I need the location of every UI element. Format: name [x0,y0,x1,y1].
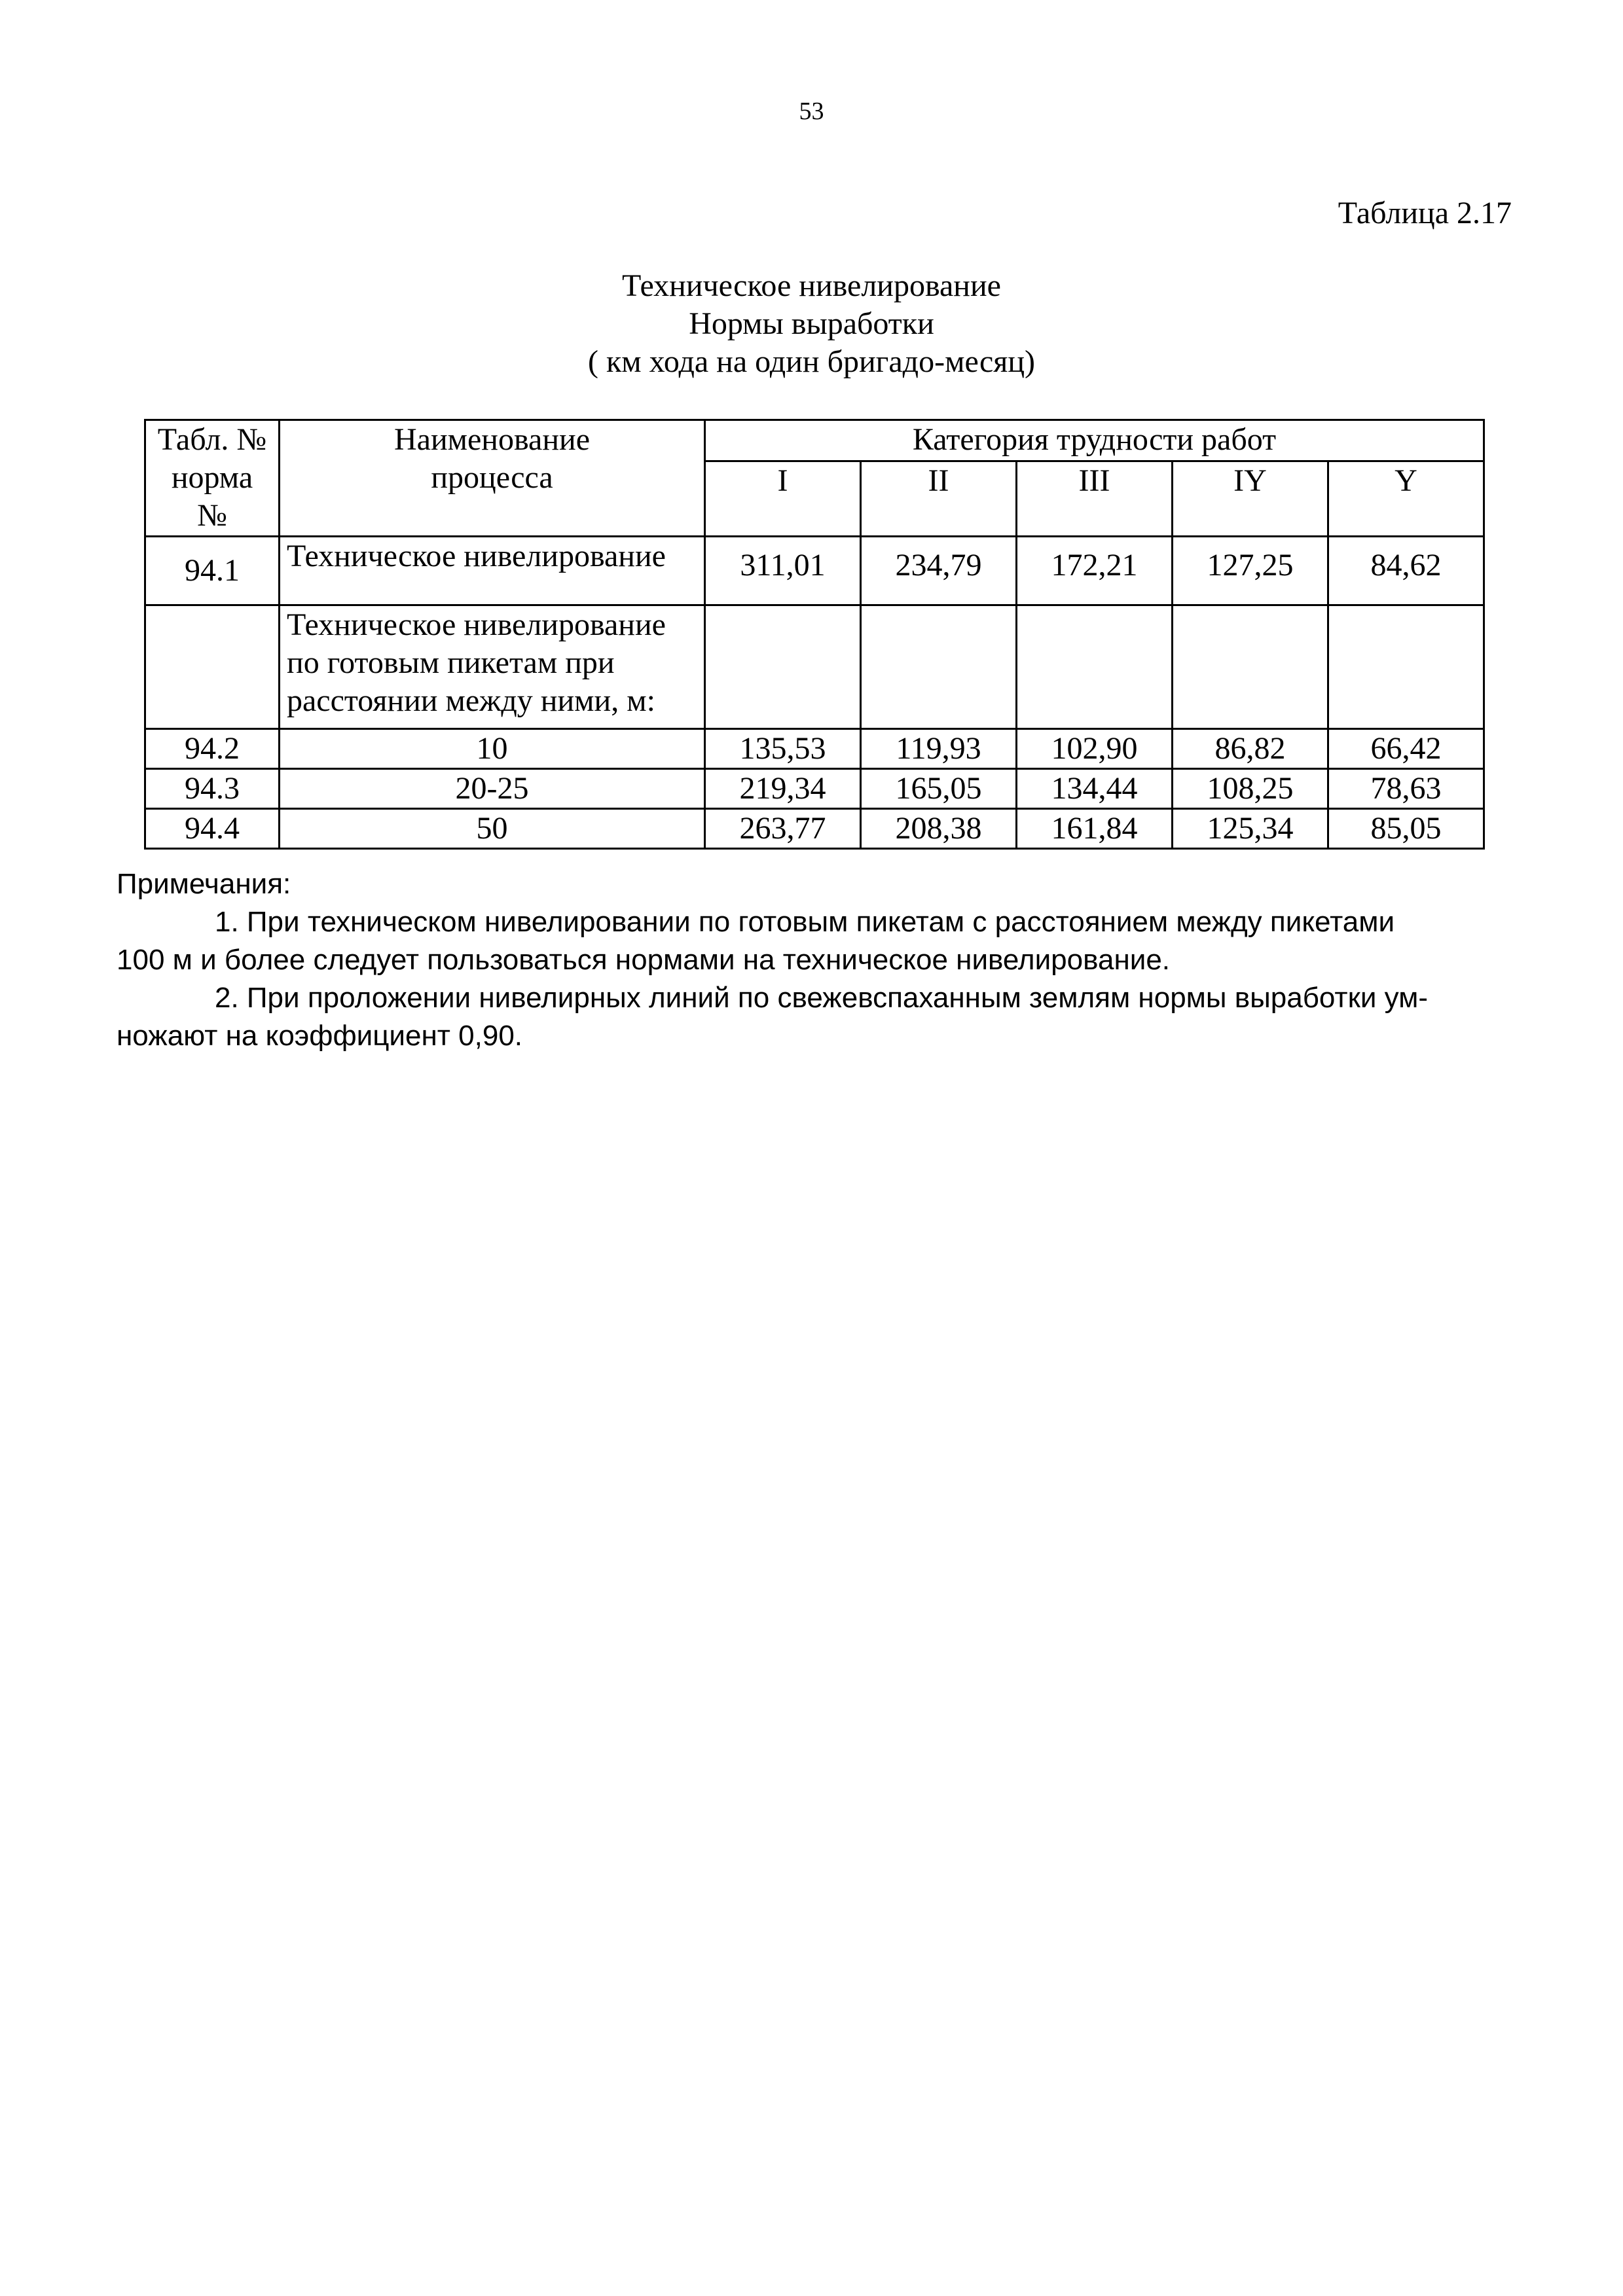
note-2-line-1: 2. При проложении нивелирных линий по свежевспаханным землям нормы выработки ум- [215,982,1429,1014]
header-name-line-2: процесса [431,460,553,495]
header-row [145,420,1484,461]
row-number: 94.1 [145,537,280,605]
title-line-3: ( км хода на один бригадо-месяц) [587,344,1036,379]
table-label: Таблица 2.17 [1338,196,1512,230]
subheading-text [280,605,705,729]
row-value-3: 102,90 [1017,729,1173,769]
row-value-1: 135,53 [705,729,861,769]
row-value-5: 66,42 [1328,729,1484,769]
title-line-1: Техническое нивелирование [622,268,1001,303]
table-row-subheading [145,605,1484,729]
header-category-1: I [705,461,861,537]
header-category-4: IY [1173,461,1328,537]
row-distance: 10 [280,729,705,769]
row-value-5: 85,05 [1328,809,1484,849]
header-process-name [280,420,705,537]
table-row-94-4 [145,809,1484,849]
table-row-94-3 [145,769,1484,809]
subheading-line-2: по готовым пикетам при [287,645,615,680]
row-distance: 20-25 [280,769,705,809]
row-value-5: 84,62 [1328,537,1484,605]
row-value-2: 119,93 [861,729,1017,769]
empty-cell [1328,605,1484,729]
empty-cell [861,605,1017,729]
header-category-5: Y [1328,461,1484,537]
empty-cell [1017,605,1173,729]
row-distance: 50 [280,809,705,849]
row-process-name: Техническое нивелирование [280,537,705,605]
header-norm-number [145,420,280,537]
header-name-line-1: Наименование [393,422,591,457]
row-value-2: 234,79 [861,537,1017,605]
header-num-line-2: норма [171,460,253,495]
page-number: 53 [799,98,824,125]
row-value-4: 125,34 [1173,809,1328,849]
table-row-94-1 [145,537,1484,605]
row-number-empty [145,605,280,729]
row-value-3: 172,21 [1017,537,1173,605]
header-num-line-1: Табл. № [157,422,267,457]
header-category: Категория трудности работ [705,420,1484,461]
row-number: 94.2 [145,729,280,769]
row-number: 94.4 [145,809,280,849]
row-value-5: 78,63 [1328,769,1484,809]
title-line-2: Нормы выработки [689,306,934,341]
norms-table [144,419,1485,850]
notes-heading: Примечания: [117,868,291,900]
header-category-2: II [861,461,1017,537]
subheading-line-1: Техническое нивелирование [287,607,666,642]
header-num-line-3: № [197,498,227,533]
empty-cell [705,605,861,729]
row-value-2: 208,38 [861,809,1017,849]
row-value-4: 127,25 [1173,537,1328,605]
notes-section [117,865,1498,1055]
row-value-1: 263,77 [705,809,861,849]
note-1-line-1: 1. При техническом нивелировании по готовым пикетам с расстоянием между пикетами [215,906,1395,938]
row-value-4: 86,82 [1173,729,1328,769]
row-value-1: 311,01 [705,537,861,605]
row-number: 94.3 [145,769,280,809]
header-category-3: III [1017,461,1173,537]
note-2-line-2: ножают на коэффициент 0,90. [117,1020,523,1052]
note-1-line-2: 100 м и более следует пользоваться нормами на техническое нивелирование. [117,944,1171,976]
row-value-3: 161,84 [1017,809,1173,849]
row-value-2: 165,05 [861,769,1017,809]
subheading-line-3: расстоянии между ними, м: [287,683,655,718]
empty-cell [1173,605,1328,729]
table-title [0,267,1623,381]
row-value-4: 108,25 [1173,769,1328,809]
table-row-94-2 [145,729,1484,769]
row-value-1: 219,34 [705,769,861,809]
row-value-3: 134,44 [1017,769,1173,809]
